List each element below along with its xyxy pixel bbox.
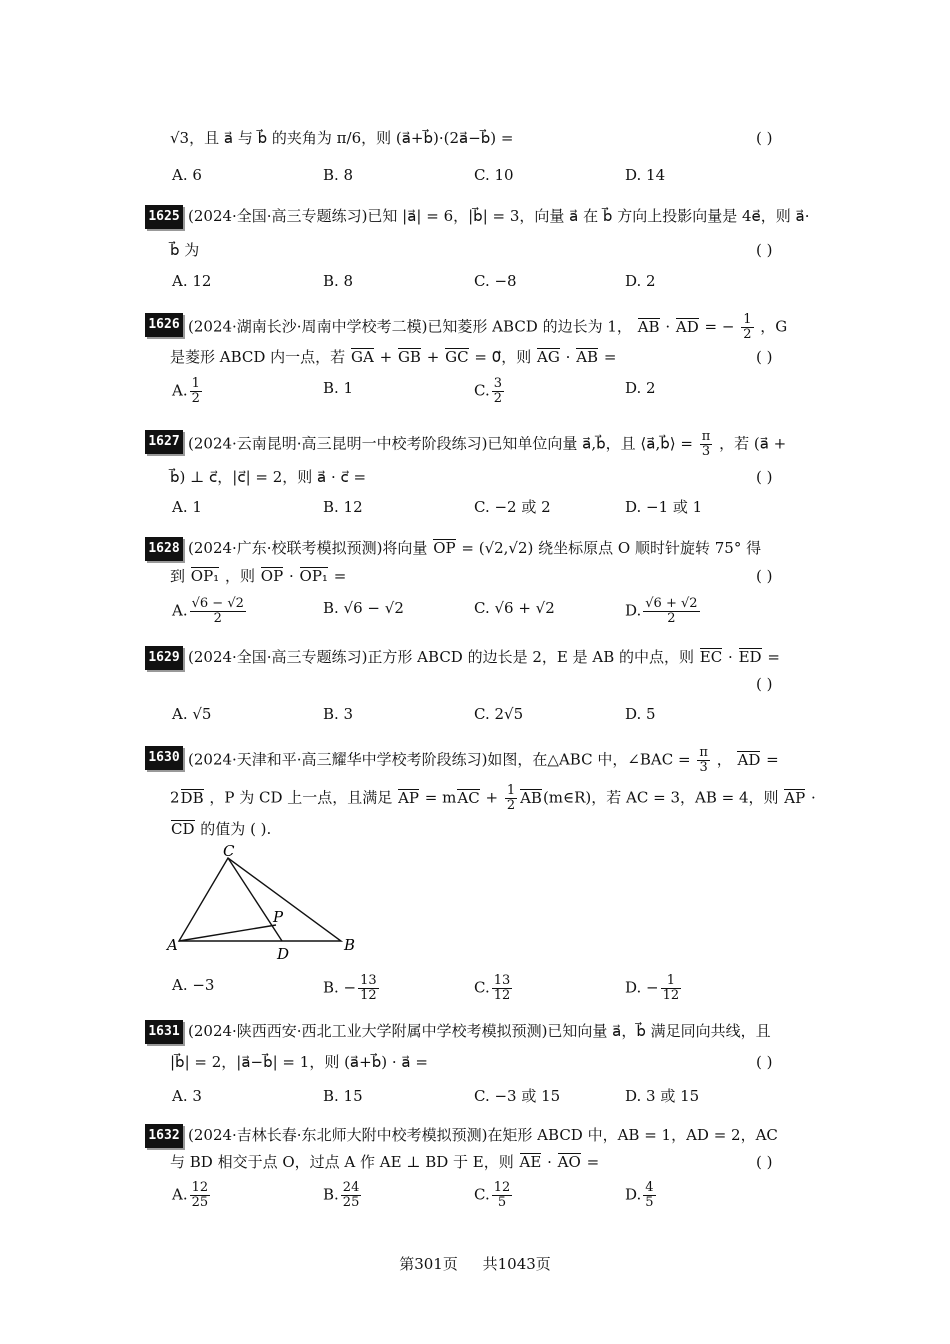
q1624-option-b: B. 8 (323, 166, 354, 184)
q1626-option-c-frac (492, 377, 504, 406)
q1626-plus2: + (426, 348, 440, 366)
q1626-vec-ab: AB (637, 317, 660, 336)
q1629-option-b: B. 3 (323, 705, 354, 723)
q1630-fraction (697, 746, 710, 775)
q1628-number-badge: 1628 (145, 537, 183, 561)
q1630-stem-text2: ， (716, 750, 732, 769)
q1630-vec-ad: AD (737, 750, 761, 769)
q1629-answer-paren: ( ) (756, 675, 773, 693)
q1628-dot: · (288, 567, 294, 585)
q1629-options (172, 703, 812, 735)
q1625-option-c: C. −8 (474, 272, 517, 290)
q1624-options (172, 164, 812, 196)
q1630-vec-cd: CD (171, 820, 195, 838)
q1626-vec-ag: AG (537, 348, 560, 366)
q1632-eq: = (586, 1153, 600, 1171)
q1626-stem-text1: (2024·湖南长沙·周南中学校考二模)已知菱形 ABCD 的边长为 1， (188, 317, 632, 336)
q1630-option-b-label: B. − (323, 978, 357, 997)
q1624-stem-line2: √3，且 a⃗ 与 b⃗ 的夹角为 π/6，则 (a⃗+b⃗)·(2a⃗−b⃗) = (170, 129, 514, 147)
q1627-stem-line2: b⃗) ⊥ c⃗，|c⃗| = 2，则 a⃗ · c⃗ = (170, 468, 367, 486)
q1631-answer-paren: ( ) (756, 1053, 773, 1071)
q1626-dot: · (665, 317, 671, 336)
q1626-stem-text3: 是菱形 ABCD 内一点，若 (170, 348, 346, 366)
q1628-answer-paren: ( ) (756, 567, 773, 585)
q1630-option-c-num: 13 (493, 973, 511, 988)
q1630-stem-text1: (2024·天津和平·高三耀华中学校考阶段练习)如图，在△ABC 中，∠BAC = (188, 750, 691, 769)
segment-ap (179, 925, 276, 941)
q1632-option-b-num: 24 (342, 1180, 360, 1195)
q1628-stem-text1: (2024·广东·校联考模拟预测)将向量 (188, 539, 428, 557)
q1631-option-b: B. 15 (323, 1087, 363, 1105)
q1628-vec-op: OP (433, 539, 456, 557)
q1626-option-c-num: 3 (493, 376, 502, 391)
q1630-option-d-label: D. − (625, 978, 659, 997)
q1626-frac-num: 1 (743, 312, 752, 327)
q1630-stem-line1 (188, 746, 810, 775)
q1632-stem-text1: 与 BD 相交于点 O，过点 A 作 AE ⊥ BD 于 E，则 (170, 1153, 514, 1171)
q1630-frac-den: 3 (699, 760, 708, 775)
q1625-option-a: A. 12 (172, 272, 212, 290)
q1631-number-badge: 1631 (145, 1020, 183, 1044)
q1630-option-c-label: C. (474, 978, 490, 997)
q1628-option-d (625, 597, 702, 626)
q1626-vec-gb: GB (397, 348, 421, 366)
q1630-plus: + (485, 788, 499, 807)
q1626-option-d: D. 2 (625, 379, 656, 397)
q1632-vec-ao: AO (557, 1153, 581, 1171)
q1626-option-a-num: 1 (191, 376, 200, 391)
q1628-option-a (172, 597, 248, 626)
q1627-option-d: D. −1 或 1 (625, 498, 703, 516)
q1632-option-a (172, 1181, 212, 1210)
q1630-option-c-den: 12 (493, 988, 511, 1003)
q1630-stem-text4: ，P 为 CD 上一点，且满足 (209, 788, 393, 807)
q1629-stem-text1: (2024·全国·高三专题练习)正方形 ABCD 的边长是 2，E 是 AB 的中点，则 (188, 648, 695, 666)
q1626-option-c-den: 2 (493, 391, 502, 406)
q1624-answer-paren: ( ) (756, 129, 773, 147)
q1627-stem-line1 (188, 430, 810, 459)
q1629-vec-ed: ED (738, 648, 762, 666)
q1628-vec-op-b: OP (260, 567, 284, 585)
q1626-vec-ga: GA (350, 348, 374, 366)
q1630-half-den: 2 (506, 798, 516, 813)
q1631-option-c: C. −3 或 15 (474, 1087, 561, 1105)
q1630-number-badge: 1630 (145, 746, 183, 770)
q1632-option-c-frac (492, 1181, 513, 1210)
q1627-frac-den: 3 (701, 444, 711, 459)
label-b: B (344, 936, 356, 954)
q1625-stem-line1: (2024·全国·高三专题练习)已知 |a⃗| = 6，|b⃗| = 3，向量 a⃗ 在 b⃗ 方向上投影向量是 4e⃗，则 a⃗· (188, 207, 810, 225)
q1626-eq: = (603, 348, 617, 366)
q1629-dot: · (728, 648, 733, 666)
q1626-vec-ab2: AB (576, 348, 599, 366)
q1632-option-d-num: 4 (645, 1180, 654, 1195)
q1632-option-c-num: 12 (493, 1180, 511, 1195)
q1632-stem-line2 (170, 1151, 810, 1173)
q1632-options (172, 1181, 812, 1213)
q1625-option-d: D. 2 (625, 272, 656, 290)
q1630-stem-text3: 2 (170, 788, 180, 807)
q1627-answer-paren: ( ) (756, 468, 773, 486)
q1627-fraction (700, 430, 713, 459)
q1626-vec-gc: GC (445, 348, 469, 366)
q1625-option-b: B. 8 (323, 272, 354, 290)
q1628-option-d-frac (643, 597, 699, 626)
q1632-stem-line1: (2024·吉林长春·东北师大附中校考模拟预测)在矩形 ABCD 中，AB = 1，AD = 2，AC (188, 1126, 778, 1144)
q1632-vec-ae: AE (519, 1153, 542, 1171)
q1629-vec-ec: EC (699, 648, 723, 666)
q1626-vec-ad: AD (675, 317, 699, 336)
q1626-dot2: · (565, 348, 571, 366)
q1628-vec-op1-b: OP₁ (299, 567, 328, 585)
q1632-option-b-frac (341, 1181, 362, 1210)
q1632-answer-paren: ( ) (756, 1153, 773, 1171)
q1630-dot: · (811, 788, 816, 807)
q1631-stem-line1: (2024·陕西西安·西北工业大学附属中学校考模拟预测)已知向量 a⃗，b⃗ 满足同向共线，且 (188, 1022, 771, 1040)
q1630-vec-ab: AB (520, 788, 542, 807)
q1627-stem-text1: (2024·云南昆明·高三昆明一中校考阶段练习)已知单位向量 a⃗,b⃗，且 ⟨a⃗,b⃗⟩ = (188, 434, 693, 453)
label-a: A (167, 936, 178, 954)
q1626-stem-line2 (170, 346, 810, 368)
q1624-option-d: D. 14 (625, 166, 666, 184)
q1631-option-a: A. 3 (172, 1087, 202, 1105)
q1627-option-a: A. 1 (172, 498, 202, 516)
q1627-options (172, 496, 812, 528)
q1630-option-d (625, 974, 683, 1003)
q1625-answer-paren: ( ) (756, 241, 773, 259)
q1629-stem-line1 (188, 646, 810, 668)
q1632-option-b-den: 25 (342, 1195, 360, 1210)
q1626-stem-line1 (188, 313, 810, 342)
q1631-option-d: D. 3 或 15 (625, 1087, 700, 1105)
q1626-eq-neg: = − (704, 317, 735, 336)
q1630-option-c-frac (492, 974, 513, 1003)
label-p: P (273, 908, 284, 926)
q1630-stem-line2 (170, 783, 816, 813)
q1632-option-d (625, 1181, 658, 1210)
q1628-option-a-num: √6 − √2 (191, 596, 244, 611)
q1626-option-a (172, 377, 204, 406)
q1626-eq-zero: = 0⃗，则 (474, 348, 532, 366)
q1629-eq: = (767, 648, 780, 666)
q1625-number-badge: 1625 (145, 205, 183, 229)
q1624-option-a: A. 6 (172, 166, 202, 184)
q1626-option-c-label: C. (474, 381, 490, 400)
q1626-option-c (474, 377, 506, 406)
label-d: D (277, 945, 290, 963)
q1632-option-c-label: C. (474, 1185, 490, 1204)
q1630-option-c (474, 974, 514, 1003)
q1626-option-a-frac (190, 377, 202, 406)
q1632-dot: · (547, 1153, 552, 1171)
q1632-number-badge: 1632 (145, 1124, 183, 1148)
q1630-triangle-figure (165, 838, 365, 968)
q1630-option-b (323, 974, 381, 1003)
q1628-stem-text4: ，则 (224, 567, 255, 585)
q1630-option-d-frac (661, 974, 682, 1003)
q1628-stem-line2 (170, 565, 810, 587)
q1626-frac-den: 2 (743, 327, 752, 342)
q1629-option-c: C. 2√5 (474, 705, 524, 723)
q1630-half-fraction (505, 784, 517, 813)
q1632-option-b (323, 1181, 363, 1210)
q1629-number-badge: 1629 (145, 646, 183, 670)
q1628-option-a-den: 2 (213, 611, 222, 626)
q1630-stem-text5: = m (424, 788, 457, 807)
q1627-frac-num: π (701, 429, 711, 444)
q1626-number-badge: 1626 (145, 313, 183, 337)
q1630-stem-line3 (170, 818, 810, 840)
q1626-plus1: + (379, 348, 393, 366)
q1632-option-d-den: 5 (645, 1195, 654, 1210)
q1628-option-d-den: 2 (667, 611, 676, 626)
page-total: 共1043页 (482, 1255, 551, 1273)
q1626-option-a-den: 2 (191, 391, 200, 406)
q1632-option-a-den: 25 (191, 1195, 209, 1210)
q1626-answer-paren: ( ) (756, 348, 773, 366)
q1628-stem-text2: = (√2,√2) 绕坐标原点 O 顺时针旋转 75° 得 (461, 539, 762, 557)
q1630-options (172, 974, 812, 1006)
q1628-stem-text3: 到 (170, 567, 186, 585)
triangle-abc (179, 858, 341, 941)
q1628-option-a-label: A. (172, 601, 188, 620)
q1628-option-d-num: √6 + √2 (645, 596, 698, 611)
q1630-option-b-num: 13 (360, 973, 377, 988)
q1630-vec-ap2: AP (784, 788, 806, 807)
q1632-option-a-label: A. (172, 1185, 188, 1204)
q1628-option-c: C. √6 + √2 (474, 599, 555, 617)
q1624-option-c: C. 10 (474, 166, 514, 184)
q1632-option-c-den: 5 (497, 1195, 507, 1210)
q1630-half-num: 1 (506, 783, 516, 798)
q1631-stem-line2: |b⃗| = 2，|a⃗−b⃗| = 1，则 (a⃗+b⃗) · a⃗ = (170, 1053, 428, 1071)
q1626-option-a-label: A. (172, 381, 188, 400)
q1631-options (172, 1085, 812, 1117)
q1630-option-d-den: 12 (662, 988, 680, 1003)
q1628-option-d-label: D. (625, 601, 642, 620)
q1630-option-b-den: 12 (360, 988, 377, 1003)
q1629-option-d: D. 5 (625, 705, 656, 723)
page-number: 第301页 (399, 1255, 458, 1273)
q1628-vec-op1: OP₁ (190, 567, 220, 585)
q1632-option-c (474, 1181, 514, 1210)
label-c: C (223, 842, 235, 860)
q1632-option-a-num: 12 (191, 1180, 209, 1195)
q1628-option-b: B. √6 − √2 (323, 599, 404, 617)
q1627-number-badge: 1627 (145, 430, 183, 454)
q1630-option-b-frac (358, 974, 379, 1003)
q1627-stem-text2: ，若 (a⃗ + (719, 434, 787, 453)
q1626-fraction (741, 313, 753, 342)
q1632-option-b-label: B. (323, 1185, 339, 1204)
q1630-frac-num: π (699, 745, 708, 760)
q1625-stem-line2: b⃗ 为 (170, 241, 200, 259)
q1632-option-a-frac (190, 1181, 211, 1210)
q1632-option-d-frac (643, 1181, 655, 1210)
q1630-vec-ac: AC (457, 788, 480, 807)
q1626-option-b: B. 1 (323, 379, 354, 397)
q1630-option-d-num: 1 (661, 974, 682, 989)
q1626-stem-text2: ，G (760, 317, 788, 336)
q1632-option-d-label: D. (625, 1185, 642, 1204)
q1625-options (172, 270, 812, 302)
page-footer (0, 1253, 950, 1274)
q1630-stem-text7: 的值为 ( ). (200, 820, 272, 838)
q1628-option-a-frac (190, 597, 246, 626)
q1626-options (172, 377, 812, 409)
q1629-option-a: A. √5 (172, 705, 212, 723)
q1628-options (172, 597, 812, 629)
q1630-eq1: = (766, 750, 779, 769)
q1628-eq: = (333, 567, 347, 585)
q1630-stem-text6: (m∈R)，若 AC = 3，AB = 4，则 (542, 788, 779, 807)
q1627-option-c: C. −2 或 2 (474, 498, 551, 516)
q1630-vec-db: DB (180, 788, 204, 807)
q1628-stem-line1 (188, 537, 810, 559)
q1630-option-a: A. −3 (172, 976, 215, 994)
q1627-option-b: B. 12 (323, 498, 363, 516)
q1630-vec-ap: AP (398, 788, 420, 807)
